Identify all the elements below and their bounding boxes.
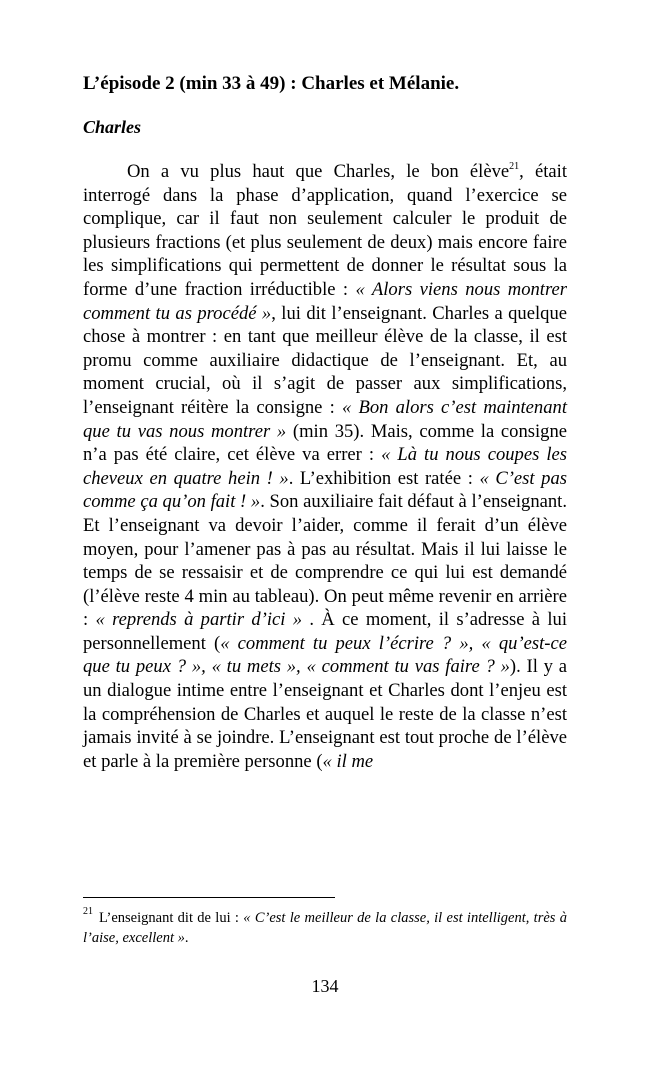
paragraph-run: (min 35). Mais, comme la consigne n’a pas été claire, cet élève va errer : (83, 420, 567, 466)
paragraph-run: , lui dit l’enseignant. Charles a quelque chose à montrer : en tant que meilleur élève de la classe, il est promu comme auxiliaire didactique de l’enseignant. Et, au moment crucial, où il s’agit de passer aux simplifications, l’enseignant réitère la consigne : (83, 302, 567, 418)
footnote-quote: « C’est le meilleur de la classe, il est intelligent, très à l’aise, excellent » (83, 910, 567, 946)
footnote-lead: L’enseignant dit de lui : (99, 910, 244, 926)
quoted-speech: « Alors viens nous montrer comment tu as procédé » (83, 278, 567, 324)
paragraph-run: ). Il y a un dialogue intime entre l’enseignant et Charles dont l’enjeu est la compréhension de Charles et auquel le reste de la classe n’est jamais invité à se joindre. L’enseignant est tout proche de l’élève et parle à la première personne ( (83, 656, 567, 772)
paragraph-run: . L’exhibition est ratée : (288, 467, 480, 489)
footnote-reference: 21 (509, 161, 520, 172)
footnote-number: 21 (83, 906, 93, 917)
paragraph-run: On a vu plus haut que Charles, le bon élève (127, 161, 510, 182)
quoted-speech: « Bon alors c’est maintenant que tu vas nous montrer » (83, 396, 567, 442)
footnote (83, 908, 567, 948)
footnote-separator (83, 897, 335, 898)
quoted-speech: « reprends à partir d’ici » (95, 609, 303, 631)
body-paragraph (83, 160, 567, 773)
page-content (83, 72, 567, 773)
quoted-speech: « Là tu nous coupes les cheveux en quatre hein ! » (83, 444, 568, 489)
quoted-speech: « comment tu peux l’écrire ? », « qu’est-ce que tu peux ? », « tu mets », « comment tu vas faire ? » (83, 632, 567, 678)
section-heading: L’épisode 2 (min 33 à 49) : Charles et Mélanie. (83, 73, 460, 94)
paragraph-run: , était interrogé dans la phase d’application, quand l’exercice se complique, car il faut non seulement calculer le produit de plusieurs fractions (et plus seulement de deux) mais encore faire les simplifications qui permettent de donner le résultat sous la forme d’une fraction irréductible : (83, 161, 567, 300)
footnote-end: . (184, 930, 189, 946)
paragraph-run: . Son auxiliaire fait défaut à l’enseignant. Et l’enseignant va devoir l’aider, comme il ferait d’un élève moyen, pour l’amener pas à pas au résultat. Mais il lui laisse le temps de se ressaisir et de comprendre ce qui lui est demandé (l’élève reste 4 min au tableau). On peut même revenir en arrière : (83, 491, 567, 631)
paragraph-run: . À ce moment, il s’adresse à lui personnellement ( (83, 609, 567, 654)
subsection-heading: Charles (83, 117, 142, 137)
quoted-speech: « il me (322, 750, 374, 772)
page-number: 134 (311, 976, 339, 996)
quoted-speech: « C’est pas comme ça qu’on fait ! » (83, 467, 567, 513)
